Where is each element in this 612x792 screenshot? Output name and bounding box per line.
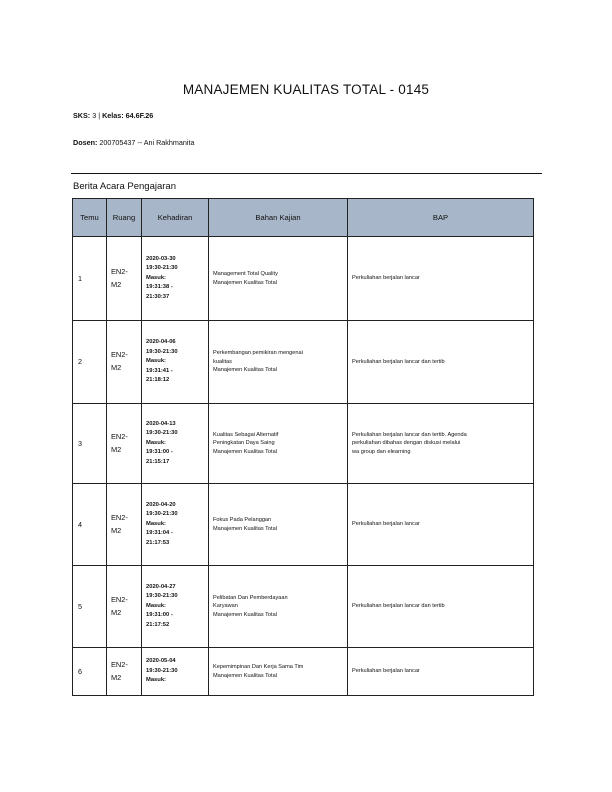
cell-bap [348, 237, 534, 321]
cell-ruang [107, 566, 142, 648]
temu-value: 3 [78, 438, 82, 448]
cell-bap [348, 321, 534, 404]
out-time: 21:15:17 [146, 458, 170, 465]
topic-line: Peningkatan Daya Saing [213, 440, 275, 447]
topic-line: Manajemen Kualitas Total [213, 367, 277, 374]
lecturer-meta [73, 138, 194, 147]
cell-bap [348, 484, 534, 566]
table-row [73, 404, 534, 484]
cell-ruang [107, 404, 142, 484]
cell-ruang [107, 484, 142, 566]
in-time: 19:31:38 - [146, 284, 173, 291]
out-time: 21:30:37 [146, 293, 170, 300]
ruang-line: EN2- [111, 266, 128, 276]
bap-line: perkuliahan dibahas dengan diskusi melalui [352, 440, 461, 447]
ruang-line: M2 [111, 363, 122, 372]
out-time: 21:17:52 [146, 621, 170, 628]
date-line: 2020-04-20 [146, 501, 176, 508]
topic-line: Fokus Pada Pelanggan [213, 516, 272, 523]
ruang-line: M2 [111, 607, 122, 617]
header-ruang: Ruang [107, 199, 142, 237]
cell-kehadiran [142, 237, 209, 321]
cell-bap [348, 404, 534, 484]
bap-line: Perkuliahan berjalan lancar dan tertib. Agenda [352, 431, 467, 438]
cell-kehadiran [142, 484, 209, 566]
cell-temu [73, 648, 107, 696]
date-line: 2020-04-06 [146, 339, 176, 346]
time-line: 19:30-21:30 [146, 430, 178, 437]
cell-kehadiran [142, 648, 209, 696]
kelas-value: 64.6F.26 [125, 111, 154, 120]
cell-bahan-kajian [209, 237, 348, 321]
cell-kehadiran [142, 566, 209, 648]
ruang-line: EN2- [111, 431, 128, 441]
topic-line: Manajemen Kualitas Total [213, 525, 277, 532]
course-meta [73, 111, 153, 120]
date-line: 2020-05-04 [146, 658, 176, 665]
topic-line: Perkembangan pemikiran mengenai [213, 350, 303, 357]
header-kehadiran: Kehadiran [142, 199, 209, 237]
table-row [73, 321, 534, 404]
table-row [73, 237, 534, 321]
sks-value: 3 [92, 111, 97, 120]
topic-line: Karyawan [213, 603, 238, 610]
cell-bahan-kajian [209, 404, 348, 484]
ruang-line: EN2- [111, 512, 128, 522]
cell-bap [348, 566, 534, 648]
time-line: 19:30-21:30 [146, 265, 178, 272]
date-line: 2020-04-13 [146, 420, 176, 427]
table-row [73, 648, 534, 696]
temu-value: 1 [78, 273, 82, 283]
table-header-row [73, 199, 534, 237]
masuk-label: Masuk: [146, 677, 166, 684]
date-line: 2020-04-27 [146, 583, 176, 590]
cell-temu [73, 237, 107, 321]
masuk-label: Masuk: [146, 439, 166, 446]
table-row [73, 566, 534, 648]
ruang-line: M2 [111, 672, 122, 682]
cell-bahan-kajian [209, 566, 348, 648]
topic-line: Manajemen Kualitas Total [213, 611, 277, 618]
time-line: 19:30-21:30 [146, 511, 178, 518]
in-time: 19:31:00 - [146, 449, 173, 456]
temu-value: 5 [78, 601, 82, 611]
temu-value: 2 [78, 357, 82, 367]
section-title: Berita Acara Pengajaran [73, 181, 176, 192]
out-time: 21:18:12 [146, 377, 170, 384]
in-time: 19:31:00 - [146, 612, 173, 619]
time-line: 19:30-21:30 [146, 348, 178, 355]
topic-line: Manajemen Kualitas Total [213, 279, 277, 286]
bap-line: Perkuliahan berjalan lancar [352, 275, 420, 282]
ruang-line: M2 [111, 444, 122, 454]
bap-line: Perkuliahan berjalan lancar dan tertib [352, 603, 445, 610]
in-time: 19:31:41 - [146, 367, 173, 374]
ruang-line: EN2- [111, 594, 128, 604]
cell-kehadiran [142, 404, 209, 484]
topic-line: Kepemimpinan Dan Kerja Sama Tim [213, 663, 304, 670]
topic-line: Pelibatan Dan Pemberdayaan [213, 594, 288, 601]
bap-line: Perkuliahan berjalan lancar dan tertib [352, 358, 445, 365]
topic-line: Manajemen Kualitas Total [213, 672, 277, 679]
kelas-label: Kelas: [102, 111, 124, 120]
ruang-line: M2 [111, 279, 122, 289]
masuk-label: Masuk: [146, 274, 166, 281]
divider [71, 173, 542, 174]
masuk-label: Masuk: [146, 358, 166, 365]
cell-temu [73, 404, 107, 484]
cell-temu [73, 566, 107, 648]
cell-bahan-kajian [209, 321, 348, 404]
cell-temu [73, 484, 107, 566]
topic-line: kualitas [213, 358, 232, 365]
header-bap: BAP [348, 199, 534, 237]
dosen-label: Dosen: [73, 138, 98, 147]
bap-line: wa group dan elearning [352, 448, 411, 455]
bap-line: Perkuliahan berjalan lancar [352, 521, 420, 528]
header-bahan-kajian: Bahan Kajian [209, 199, 348, 237]
ruang-line: EN2- [111, 350, 128, 360]
page-title: MANAJEMEN KUALITAS TOTAL - 0145 [182, 82, 430, 97]
cell-kehadiran [142, 321, 209, 404]
time-line: 19:30-21:30 [146, 667, 178, 674]
masuk-label: Masuk: [146, 520, 166, 527]
sks-label: SKS: [73, 111, 91, 120]
dosen-value: 200705437 -- Ani Rakhmanita [99, 138, 195, 147]
cell-ruang [107, 321, 142, 404]
topic-line: Management Total Quality [213, 270, 278, 277]
in-time: 19:31:04 - [146, 530, 173, 537]
out-time: 21:17:53 [146, 539, 170, 546]
temu-value: 4 [78, 519, 82, 529]
cell-ruang [107, 237, 142, 321]
cell-bahan-kajian [209, 648, 348, 696]
cell-bap [348, 648, 534, 696]
cell-temu [73, 321, 107, 404]
topic-line: Manajemen Kualitas Total [213, 448, 277, 455]
topic-line: Kualitas Sebagai Alternatif [213, 431, 279, 438]
time-line: 19:30-21:30 [146, 593, 178, 600]
table-row [73, 484, 534, 566]
ruang-line: M2 [111, 525, 122, 535]
cell-bahan-kajian [209, 484, 348, 566]
header-temu: Temu [73, 199, 107, 237]
meta-separator: | [98, 111, 101, 120]
teaching-report-table [72, 198, 534, 696]
ruang-line: EN2- [111, 659, 128, 669]
date-line: 2020-03-30 [146, 255, 176, 262]
bap-line: Perkuliahan berjalan lancar [352, 668, 420, 675]
masuk-label: Masuk: [146, 602, 166, 609]
temu-value: 6 [78, 666, 82, 676]
cell-ruang [107, 648, 142, 696]
